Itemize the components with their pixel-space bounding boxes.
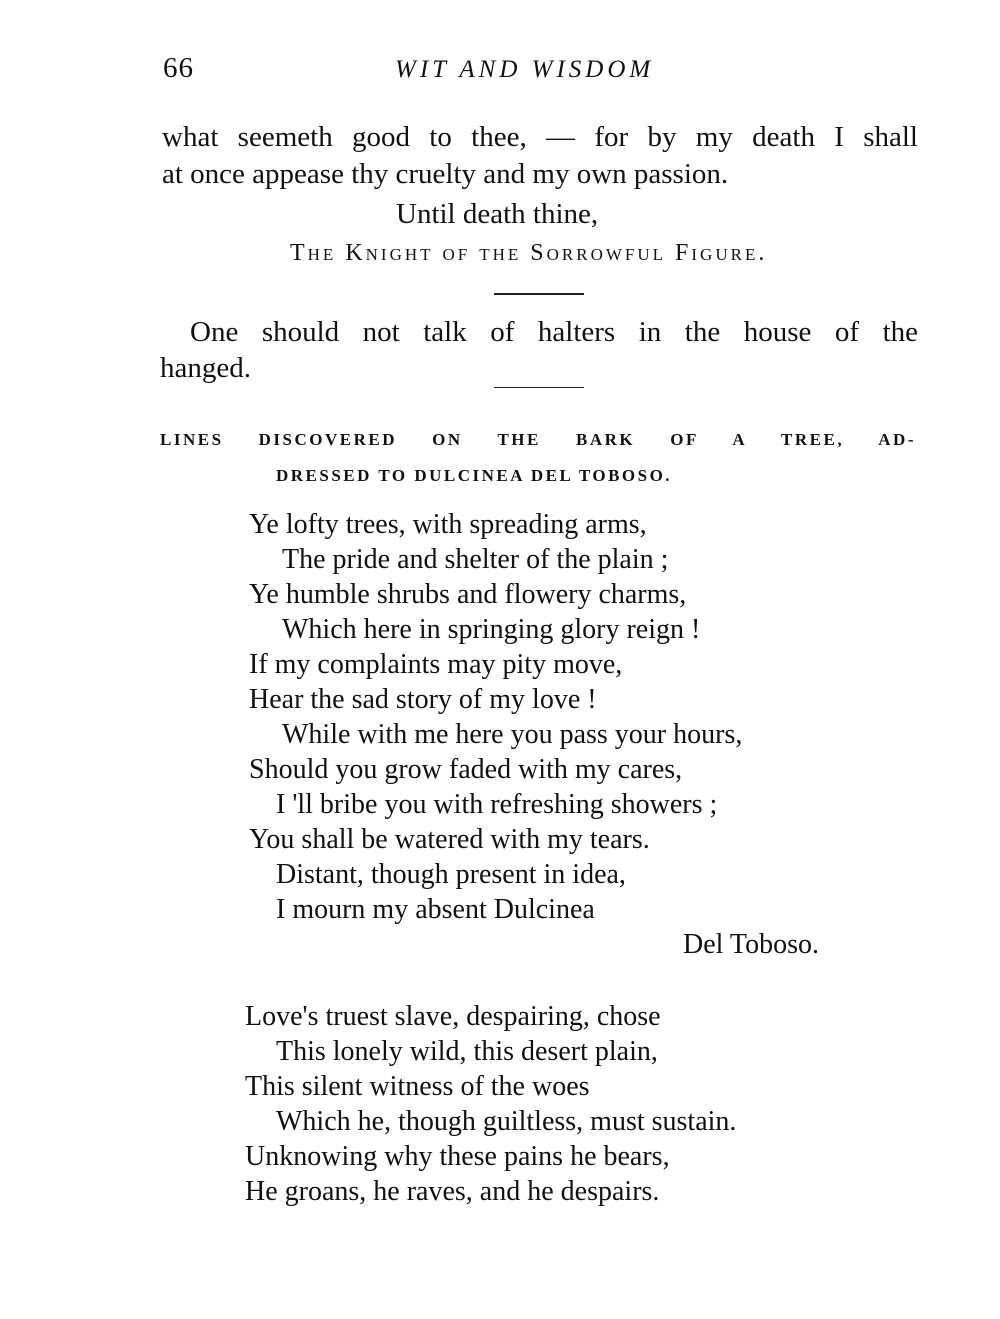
poem-line: Should you grow faded with my cares, [249,754,683,785]
letter-signature: The Knight of the Sorrowful Figure. [290,240,768,266]
poem-line: If my complaints may pity move, [249,649,623,680]
poem-line: I mourn my absent Dulcinea [276,894,595,925]
letter-closing: Until death thine, [396,198,599,230]
poem-line: Del Toboso. [683,929,819,960]
section-divider [494,293,584,295]
poem-line: Hear the sad story of my love ! [249,684,597,715]
proverb-line: hanged. [160,352,251,384]
poem-line: Unknowing why these pains he bears, [245,1141,670,1172]
page-number: 66 [163,52,194,84]
poem-line: Which he, though guiltless, must sustain. [276,1106,737,1137]
poem-line: While with me here you pass your hours, [282,719,743,750]
poem-title: DRESSED TO DULCINEA DEL TOBOSO. [276,466,673,485]
poem-line: I 'll bribe you with refreshing showers ; [276,789,718,820]
letter-line: at once appease thy cruelty and my own passion. [162,158,729,190]
running-head: WIT AND WISDOM [395,56,655,83]
poem-line: Love's truest slave, despairing, chose [245,1001,661,1032]
poem-line: Ye lofty trees, with spreading arms, [249,509,647,540]
poem-line: You shall be watered with my tears. [249,824,650,855]
poem-title: LINES DISCOVERED ON THE BARK OF A TREE, AD- [160,430,916,449]
poem-line: He groans, he raves, and he despairs. [245,1176,660,1207]
section-divider [494,387,584,388]
poem-line: This silent witness of the woes [245,1071,590,1102]
poem-line: Distant, though present in idea, [276,859,626,890]
poem-line: The pride and shelter of the plain ; [282,544,669,575]
letter-line: what seemeth good to thee, — for by my death I shall [162,121,918,153]
proverb-line: One should not talk of halters in the house of the [190,316,918,348]
poem-line: Ye humble shrubs and flowery charms, [249,579,687,610]
poem-line: This lonely wild, this desert plain, [276,1036,658,1067]
poem-line: Which here in springing glory reign ! [282,614,701,645]
